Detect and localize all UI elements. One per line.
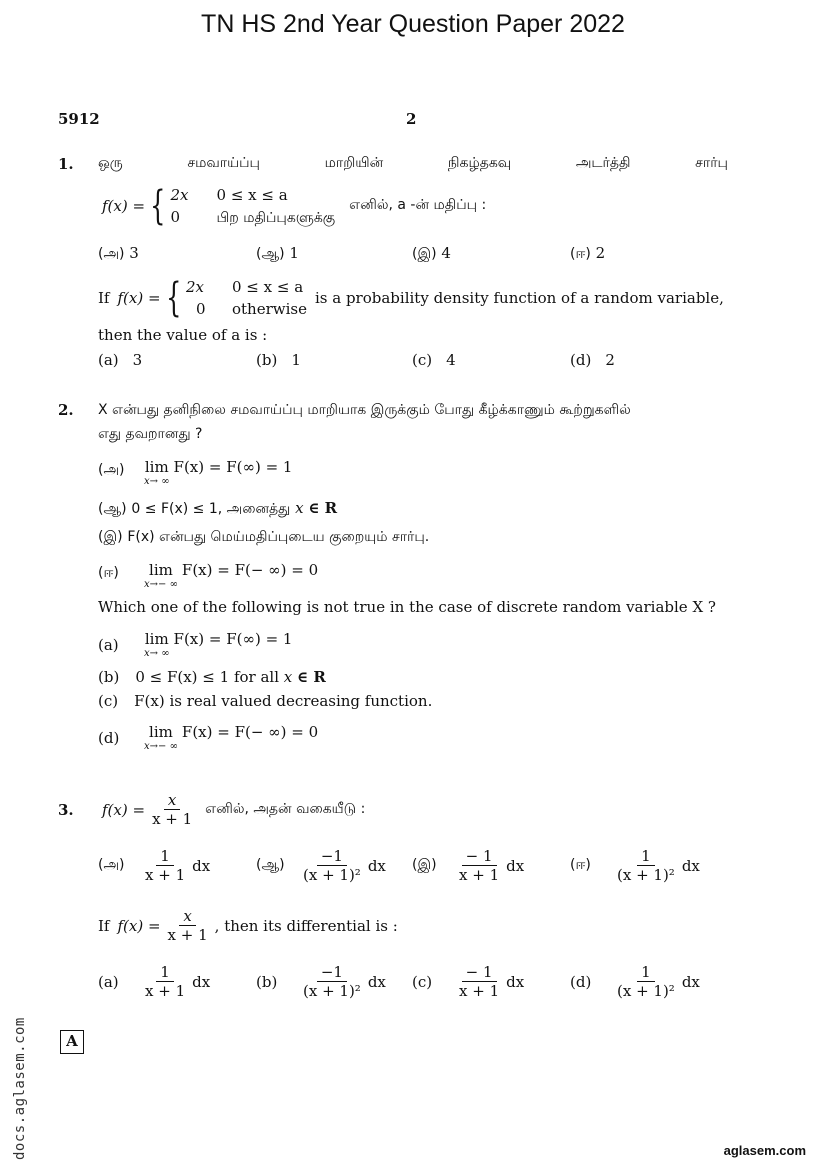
- option-value: 2: [595, 244, 606, 262]
- page-number: 2: [406, 110, 417, 128]
- limit-expr: [144, 458, 170, 487]
- option-label: (ஈ): [570, 856, 591, 873]
- q1-en-option: [570, 351, 615, 369]
- option-expr: F(x) is real valued decreasing function.: [134, 692, 433, 710]
- q3-en-if: If: [98, 916, 110, 935]
- option-label: (ஈ): [570, 246, 591, 262]
- q2-en-option-c: [98, 692, 432, 710]
- q1-piecewise-cases-en: [186, 276, 307, 320]
- q1-en-option: [98, 351, 142, 369]
- option-label: (d): [570, 972, 592, 991]
- option-expr: F(x) என்பது மெய்மதிப்புடைய குறையும் சார்பு.: [127, 529, 430, 545]
- numerator: 1: [156, 848, 174, 866]
- dx: dx: [506, 972, 525, 991]
- q1-case1-expr-en: 2x: [186, 278, 205, 296]
- option-value: 4: [446, 351, 456, 369]
- dx: dx: [506, 856, 525, 875]
- option-value: 1: [289, 244, 299, 262]
- q1-en-if: If: [98, 289, 110, 307]
- lim-word: lim: [149, 723, 173, 741]
- option-expr: F(x) = F(− ∞) = 0: [181, 561, 319, 579]
- option-value: 2: [605, 351, 615, 369]
- q3-tamil-option: [570, 848, 700, 883]
- q1-piecewise-cases: [171, 184, 336, 229]
- dx: dx: [367, 972, 386, 991]
- denominator: (x + 1)²: [617, 866, 675, 884]
- option-label: (ஆ): [256, 246, 285, 262]
- q3-fx-label-en: f(x) =: [117, 916, 161, 935]
- q3-en-option: [570, 964, 700, 999]
- dx: dx: [681, 972, 700, 991]
- numerator: 1: [637, 964, 655, 982]
- q1-case1-cond: 0 ≤ x ≤ a: [216, 185, 288, 204]
- q2-tamil-option-d: [98, 561, 318, 590]
- option-tail: ∈ R: [308, 499, 338, 517]
- q1-case2-expr: 0: [170, 207, 181, 226]
- q3-fx-label: f(x) =: [102, 800, 146, 819]
- option-label: (a): [98, 972, 119, 991]
- lim-subscript: x→ ∞: [144, 648, 170, 659]
- option-value: 3: [129, 244, 139, 262]
- q3-tamil-option: [412, 848, 524, 883]
- option-label: (இ): [98, 529, 123, 545]
- q1-tamil-option: [570, 244, 605, 264]
- q3-fraction-en: [164, 908, 212, 943]
- option-label: (d): [98, 729, 120, 747]
- q1-case1-expr: 2x: [170, 185, 189, 204]
- option-label: (அ): [98, 462, 125, 478]
- option-label: (b): [98, 668, 120, 686]
- q3-tamil-tail: எனில், அதன் வகையீடு :: [205, 800, 366, 817]
- option-label: (ஆ): [98, 501, 127, 517]
- dx: dx: [192, 856, 211, 875]
- q1-tamil-piecewise: [102, 182, 486, 230]
- option-expr: F(x) = F(∞) = 1: [173, 630, 293, 648]
- q2-en-question: Which one of the following is not true in the case of discrete random variable X ?: [98, 598, 716, 616]
- left-brace-icon: {: [150, 183, 166, 229]
- numerator: x: [179, 908, 195, 926]
- q3-english-options: [98, 964, 738, 1008]
- limit-expr: [144, 723, 178, 752]
- q3-fraction: [148, 792, 196, 827]
- option-fraction: [455, 848, 503, 883]
- numerator: − 1: [462, 848, 497, 866]
- denominator: (x + 1)²: [617, 982, 675, 1000]
- denominator: (x + 1)²: [303, 982, 361, 1000]
- q3-tamil-stem: [102, 792, 365, 827]
- limit-expr: [144, 561, 178, 590]
- q1-tamil-word: சார்பு: [695, 155, 728, 171]
- question-2-number: 2.: [58, 401, 74, 419]
- q1-tamil-word: ஒரு: [98, 155, 123, 171]
- option-label: (அ): [98, 856, 125, 873]
- option-expr: 0 ≤ F(x) ≤ 1, அனைத்து: [131, 501, 291, 517]
- denominator: (x + 1)²: [303, 866, 361, 884]
- lim-word: lim: [144, 458, 169, 476]
- option-label: (c): [412, 351, 433, 369]
- q3-tamil-option: [98, 848, 210, 883]
- option-var: x: [283, 668, 293, 686]
- q1-tamil-word: மாறியின்: [324, 155, 384, 171]
- option-label: (b): [256, 351, 278, 369]
- option-expr: F(x) = F(∞) = 1: [173, 458, 293, 476]
- denominator: x + 1: [459, 866, 500, 884]
- option-label: (இ): [412, 856, 437, 873]
- q1-tamil-option: [98, 244, 139, 264]
- footer-brand: aglasem.com: [723, 1143, 806, 1158]
- numerator: 1: [637, 848, 655, 866]
- q2-tamil-line2: எது தவறானது ?: [98, 426, 203, 442]
- denominator: x + 1: [152, 810, 193, 828]
- q1-tamil-tail: எனில், a -ன் மதிப்பு :: [349, 197, 487, 213]
- q1-en-tail: is a probability density function of a random variable,: [314, 289, 724, 307]
- option-fraction: [613, 964, 679, 999]
- dx: dx: [681, 856, 700, 875]
- q1-fx-label: f(x) =: [102, 197, 146, 215]
- q1-tamil-word: நிகழ்தகவு: [447, 155, 512, 171]
- q1-case2-expr-en: 0: [196, 300, 206, 318]
- q2-tamil-option-c: [98, 527, 429, 547]
- denominator: x + 1: [145, 866, 186, 884]
- option-label: (b): [256, 972, 278, 991]
- q3-en-option: [412, 964, 524, 999]
- option-label: (d): [570, 351, 592, 369]
- lim-subscript: x→− ∞: [144, 579, 178, 590]
- q2-tamil-option-a: [98, 458, 292, 487]
- option-var: x: [295, 499, 304, 517]
- numerator: −1: [317, 964, 347, 982]
- option-tail: ∈ R: [297, 668, 326, 686]
- q1-tamil-option: [256, 244, 299, 264]
- q1-tamil-word: அடர்த்தி: [575, 155, 631, 171]
- booklet-type-box: A: [60, 1030, 84, 1054]
- option-label: (இ): [412, 246, 437, 262]
- q3-en-tail: , then its differential is :: [214, 916, 398, 935]
- denominator: x + 1: [145, 982, 186, 1000]
- option-label: (c): [98, 692, 119, 710]
- question-3-number: 3.: [58, 801, 74, 819]
- q1-case2-cond-tamil: பிற மதிப்புகளுக்கு: [216, 209, 336, 226]
- option-fraction: [613, 848, 679, 883]
- question-1-number: 1.: [58, 155, 74, 173]
- option-label: (ஈ): [98, 565, 119, 581]
- q1-case1-cond-en: 0 ≤ x ≤ a: [232, 278, 304, 296]
- q1-en-option: [412, 351, 456, 369]
- q3-tamil-option: [256, 848, 386, 883]
- option-label: (அ): [98, 246, 125, 262]
- option-fraction: [455, 964, 503, 999]
- option-value: 4: [441, 244, 451, 262]
- option-label: (c): [412, 972, 433, 991]
- q1-en-option: [256, 351, 301, 369]
- q2-en-option-a: [98, 630, 292, 659]
- option-fraction: [141, 964, 189, 999]
- option-fraction: [299, 964, 365, 999]
- q2-en-option-b: [98, 668, 326, 686]
- numerator: x: [164, 792, 180, 810]
- option-fraction: [299, 848, 365, 883]
- q1-case2-cond-en: otherwise: [232, 300, 307, 318]
- lim-subscript: x→− ∞: [144, 741, 178, 752]
- q1-en-line2: then the value of a is :: [98, 326, 268, 344]
- q1-tamil-option: [412, 244, 451, 264]
- option-value: 1: [291, 351, 301, 369]
- numerator: − 1: [462, 964, 497, 982]
- dx: dx: [367, 856, 386, 875]
- q2-tamil-line1: X என்பது தனிநிலை சமவாய்ப்பு மாறியாக இருக்கும் போது கீழ்க்காணும் கூற்றுகளில்: [98, 402, 631, 418]
- option-expr: F(x) = F(− ∞) = 0: [181, 723, 319, 741]
- denominator: x + 1: [459, 982, 500, 1000]
- option-label: (a): [98, 636, 119, 654]
- lim-subscript: x→ ∞: [144, 476, 170, 487]
- paper-code: 5912: [58, 110, 100, 128]
- q3-tamil-options: [98, 848, 738, 892]
- numerator: 1: [156, 964, 174, 982]
- q3-en-option: [98, 964, 210, 999]
- limit-expr: [144, 630, 170, 659]
- left-brace-icon: {: [165, 275, 181, 321]
- denominator: x + 1: [167, 926, 208, 944]
- option-label: (ஆ): [256, 856, 285, 873]
- option-expr: 0 ≤ F(x) ≤ 1 for all: [135, 668, 280, 686]
- page-banner-title: TN HS 2nd Year Question Paper 2022: [201, 10, 625, 38]
- q1-english-piecewise: [98, 273, 724, 323]
- q3-en-option: [256, 964, 386, 999]
- numerator: −1: [317, 848, 347, 866]
- q1-tamil-word: சமவாய்ப்பு: [187, 155, 260, 171]
- option-value: 3: [132, 351, 143, 369]
- option-label: (a): [98, 351, 119, 369]
- q1-fx-label-en: f(x) =: [117, 289, 161, 307]
- lim-word: lim: [149, 561, 173, 579]
- watermark-text: docs.aglasem.com: [12, 1017, 28, 1160]
- option-fraction: [141, 848, 189, 883]
- q2-en-option-d: [98, 723, 318, 752]
- q3-english-stem: [98, 908, 398, 943]
- lim-word: lim: [144, 630, 169, 648]
- q1-tamil-line1: [98, 155, 728, 173]
- q2-tamil-option-b: [98, 499, 337, 519]
- dx: dx: [192, 972, 211, 991]
